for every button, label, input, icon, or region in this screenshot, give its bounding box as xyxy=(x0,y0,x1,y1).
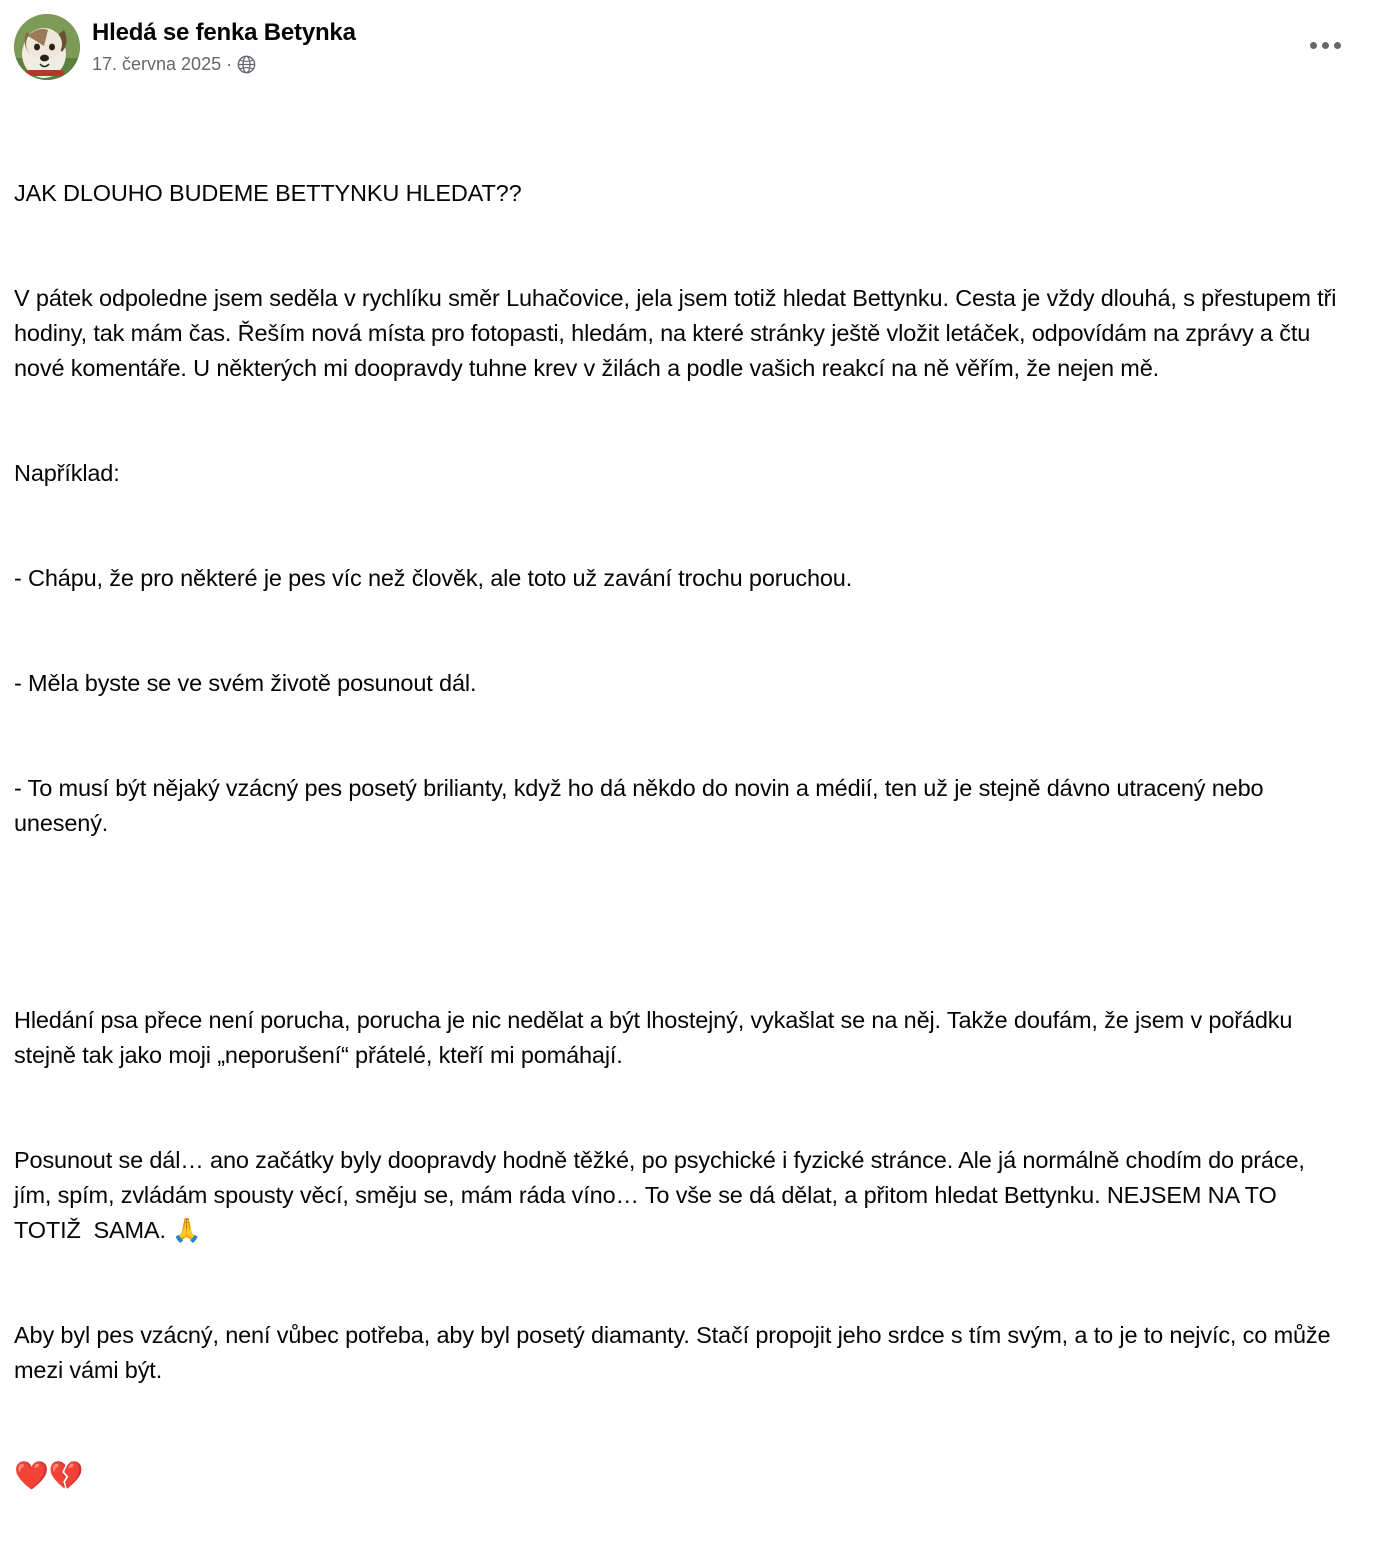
page-title[interactable]: Hledá se fenka Betynka xyxy=(92,19,356,46)
avatar[interactable] xyxy=(14,14,80,80)
more-options-icon xyxy=(1322,42,1329,49)
more-options-button[interactable] xyxy=(1302,28,1348,62)
post-paragraph-5: Aby byl pes vzácný, není vůbec potřeba, aby byl posetý diamanty. Stačí propojit jeho srdce s tím svým, a to je to nejvíc, co může mezi vámi být. xyxy=(14,1322,1337,1383)
more-options-icon xyxy=(1310,42,1317,49)
post-paragraph-2: Například: xyxy=(14,460,120,486)
post-bullet-1: - Chápu, že pro některé je pes víc než člověk, ale toto už zavání trochu poruchou. xyxy=(14,565,853,591)
post-meta xyxy=(92,54,356,75)
paragraph-spacer xyxy=(14,911,1348,933)
meta-separator: · xyxy=(226,53,233,74)
post-paragraph-3: Hledání psa přece není porucha, porucha je nic nedělat a být lhostejný, vykašlat se na něj. Takže doufám, že jsem v pořádku stejně tak jako moji „neporušení“ přátelé, kteří mi pomáhají. xyxy=(14,1007,1299,1068)
post-date[interactable]: 17. června 2025 xyxy=(92,53,222,74)
post-paragraph-1: V pátek odpoledne jsem seděla v rychlíku směr Luhačovice, jela jsem totiž hledat Bettynku. Cesta je vždy dlouhá, s přestupem tři hodiny, tak mám čas. Řeším nová místa pro fotopasti, hledám, na které stránky ještě vložit letáček, odpovídám na zprávy a čtu nové komentáře. U některých mi doopravdy tuhne krev v žilách a podle vašich reakcí na ně věřím, že nejen mě. xyxy=(14,285,1343,381)
post-header xyxy=(14,14,1348,80)
post-emoji-line: ❤️💔 xyxy=(14,1460,84,1491)
post-header-text xyxy=(92,14,356,75)
post-heading: JAK DLOUHO BUDEME BETTYNKU HLEDAT?? xyxy=(14,180,522,206)
post-bullet-2: - Měla byste se ve svém životě posunout dál. xyxy=(14,670,477,696)
post-bullet-3: - To musí být nějaký vzácný pes posetý brilianty, když ho dá někdo do novin a médií, ten už je stejně dávno utracený nebo unesený. xyxy=(14,775,1270,836)
post-body xyxy=(14,106,1348,1564)
post-paragraph-4: Posunout se dál… ano začátky byly doopravdy hodně těžké, po psychické i fyzické stránce. Ale já normálně chodím do práce, jím, spím, zvládám spousty věcí, směju se, mám ráda víno… To vše se dá dělat, a přitom hledat Bettynku. NEJSEM NA TO TOTIŽ SAMA. 🙏 xyxy=(14,1147,1312,1243)
dog-avatar-photo xyxy=(14,14,80,80)
more-options-icon xyxy=(1334,42,1341,49)
globe-icon[interactable] xyxy=(237,55,256,74)
